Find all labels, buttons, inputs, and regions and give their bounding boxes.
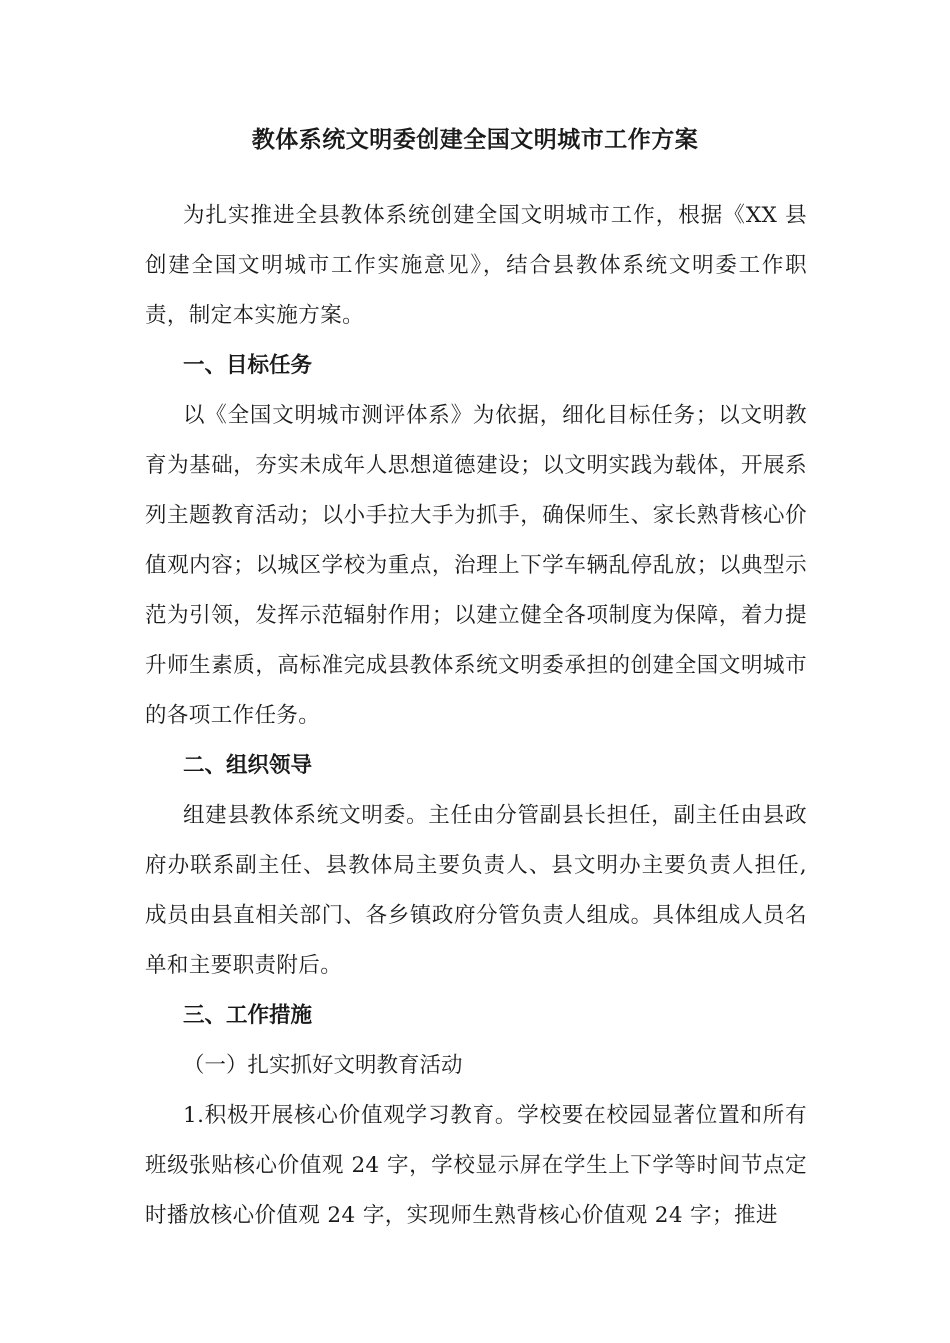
document-title: 教体系统文明委创建全国文明城市工作方案 bbox=[251, 127, 699, 153]
measures-item-1: 1.积极开展核心价值观学习教育。学校要在校园显著位置和所有班级张贴核心价值观 24 字，学校显示屏在学生上下学等时间节点定时播放核心价值观 24 字，实现师生熟背核心价值观 24 字；推进 bbox=[145, 1103, 807, 1228]
section-heading-measures: 三、工作措施 bbox=[183, 1003, 313, 1028]
organization-paragraph: 组建县教体系统文明委。主任由分管副县长担任，副主任由县政府办联系副主任、县教体局主要负责人、县文明办主要负责人担任,成员由县直相关部门、各乡镇政府分管负责人组成。具体组成人员名单和主要职责附后。 bbox=[145, 803, 807, 978]
goals-paragraph: 以《全国文明城市测评体系》为依据，细化目标任务；以文明教育为基础，夯实未成年人思想道德建设；以文明实践为载体，开展系列主题教育活动；以小手拉大手为抓手，确保师生、家长熟背核心价值观内容；以城区学校为重点，治理上下学车辆乱停乱放；以典型示范为引领，发挥示范辐射作用；以建立健全各项制度为保障，着力提升师生素质，高标准完成县教体系统文明委承担的创建全国文明城市的各项工作任务。 bbox=[145, 403, 807, 728]
intro-paragraph: 为扎实推进全县教体系统创建全国文明城市工作，根据《XX 县创建全国文明城市工作实施意见》，结合县教体系统文明委工作职责，制定本实施方案。 bbox=[145, 203, 807, 328]
document-body bbox=[145, 191, 807, 1241]
section-heading-organization: 二、组织领导 bbox=[183, 753, 313, 778]
section-heading-goals: 一、目标任务 bbox=[183, 353, 313, 378]
measures-subheading: （一）扎实抓好文明教育活动 bbox=[183, 1053, 463, 1078]
